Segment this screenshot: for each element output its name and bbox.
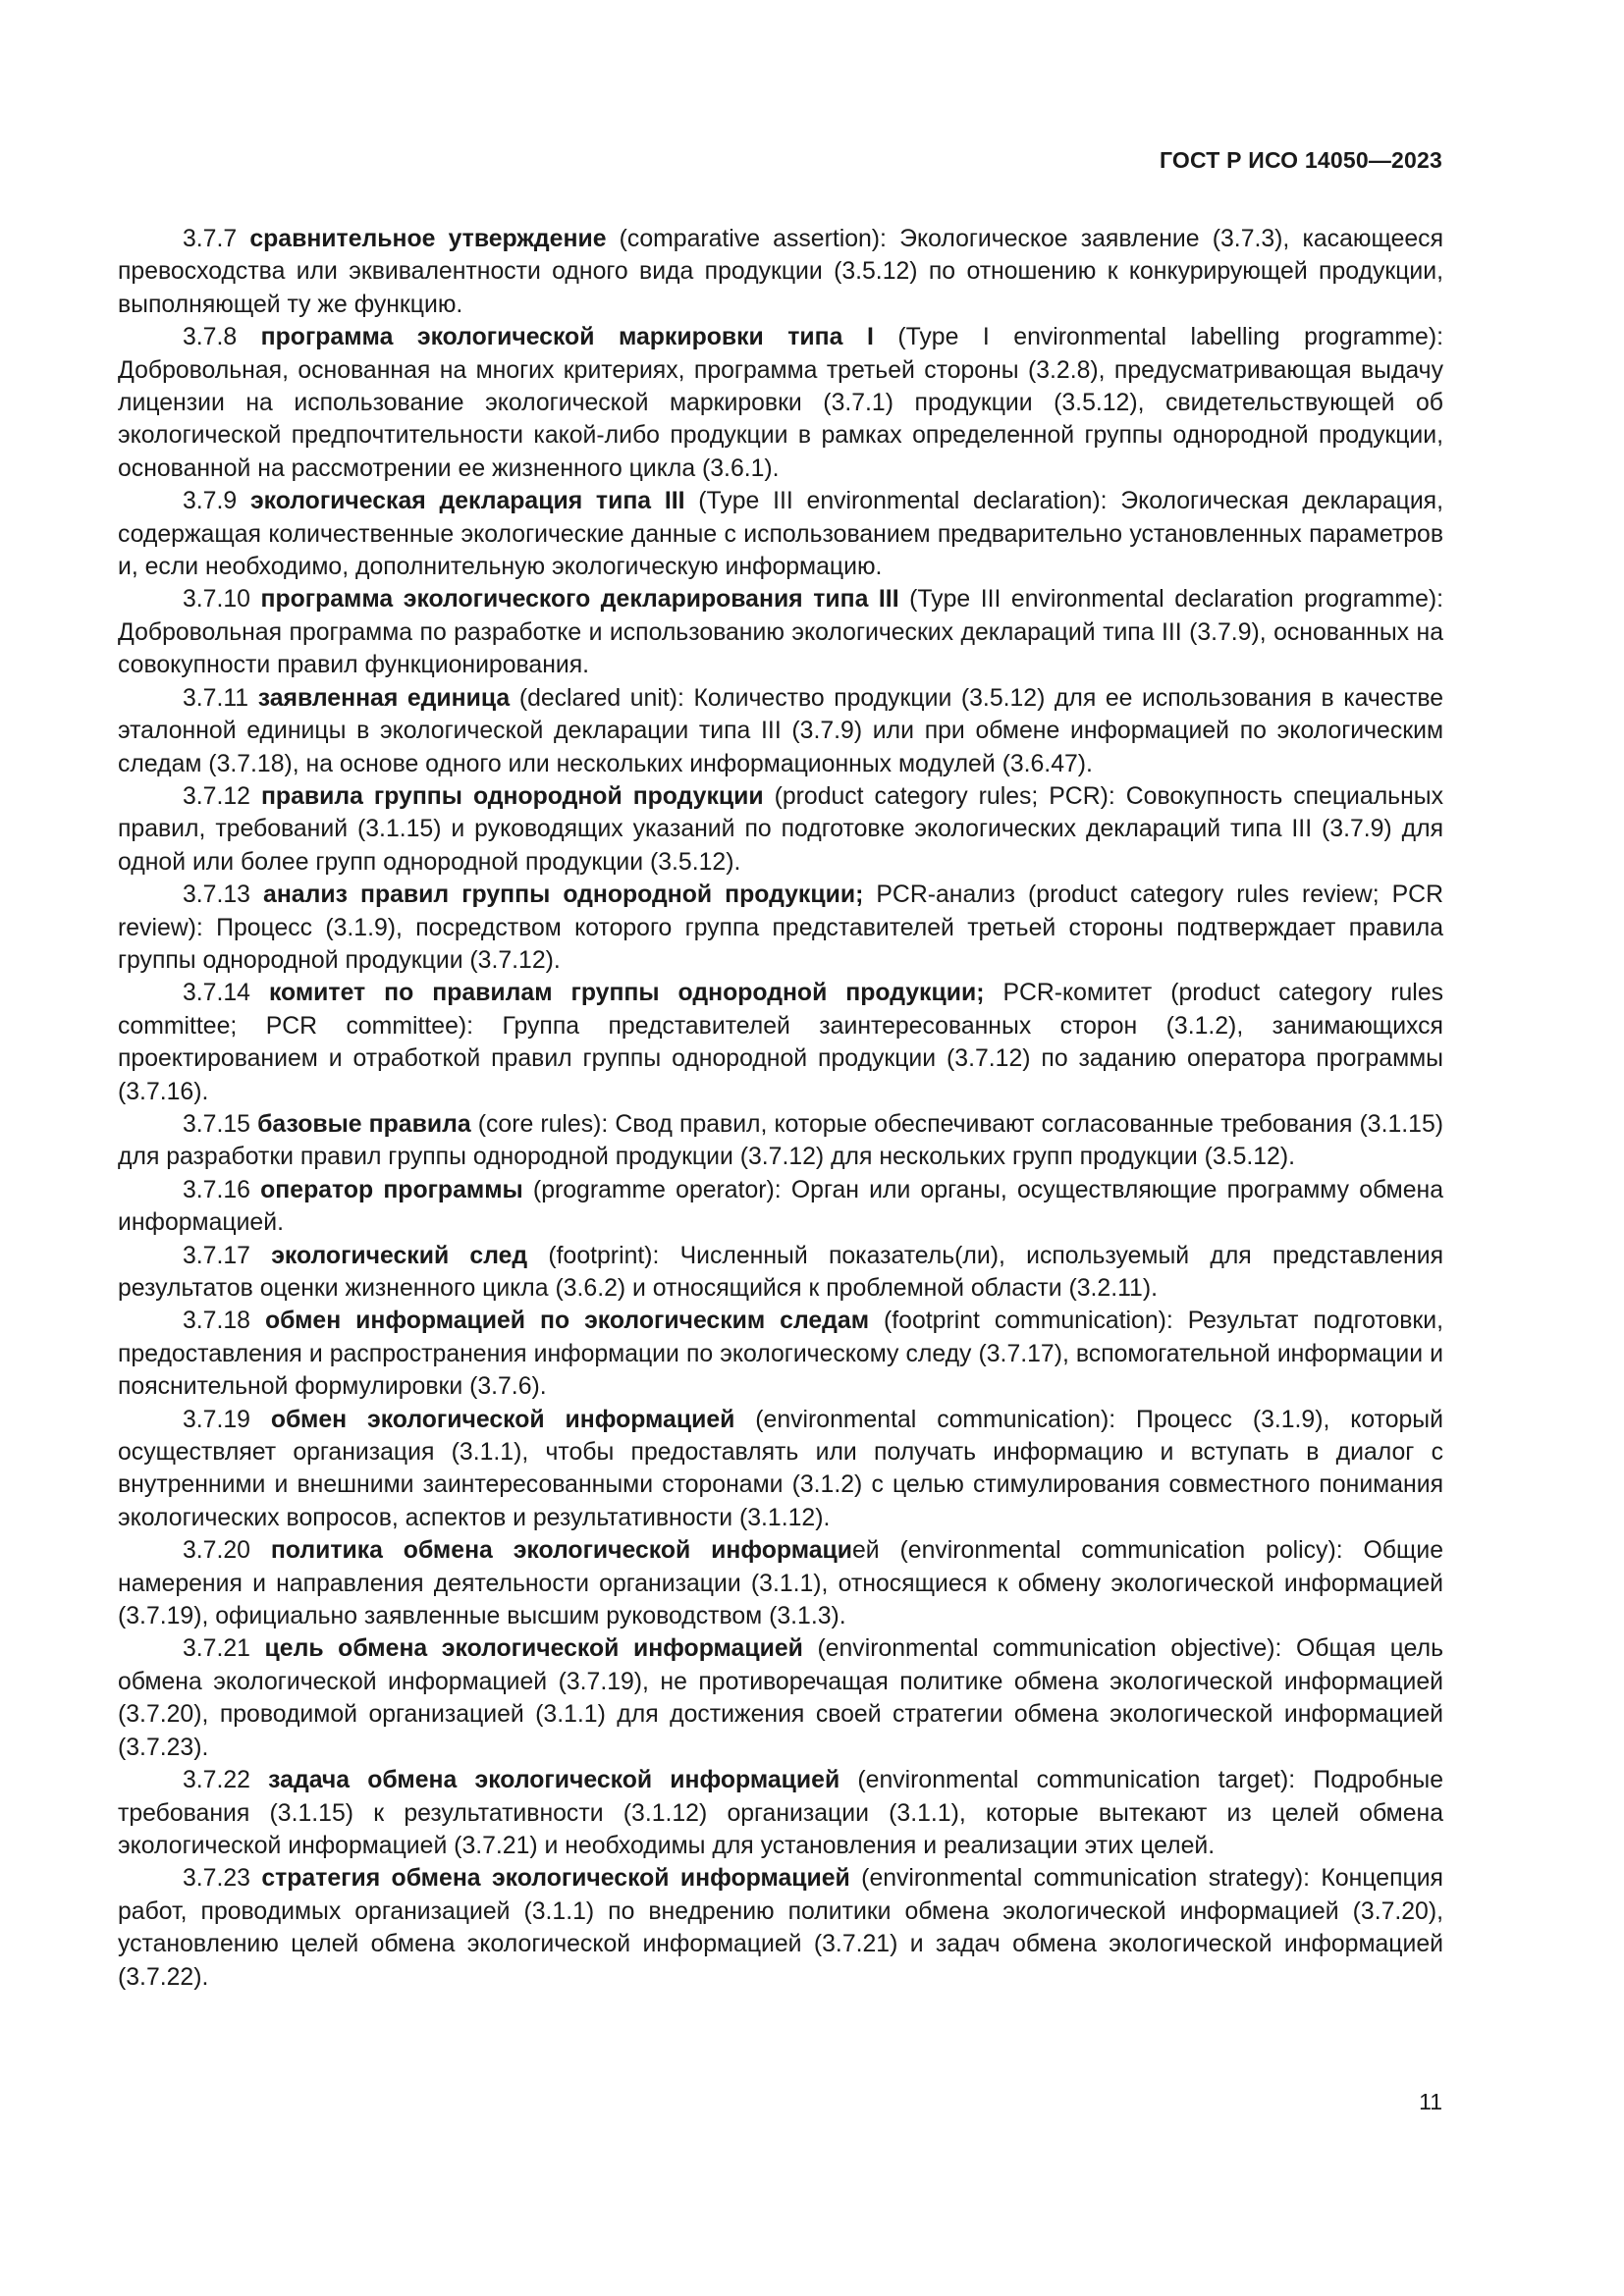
term-definition: PCR-комитет (product category rules committee; PCR committee): Группа представителей заинтересованных сторон (3.1.2), занимающихся проектированием и отработкой правил группы однородной продукции (3.7.12) по заданию оператора программы (3.7.16). <box>118 980 1444 1105</box>
term-title: обмен информацией по экологическим следам <box>264 1308 870 1335</box>
term-title: политика обмена экологической информаци <box>270 1537 853 1565</box>
entry-number: 3.7.16 <box>183 1176 250 1203</box>
entry-number: 3.7.21 <box>183 1635 250 1663</box>
term-definition: (comparative assertion): Экологическое заявление (3.7.3), касающееся превосходства или эквивалентности одного вида продукции (3.5.12) по отношению к конкурирующей продукции, выполняющей ту же функцию. <box>118 226 1444 318</box>
entry-number: 3.7.22 <box>183 1767 250 1794</box>
term-entry-3-7-22 <box>118 1764 1443 1862</box>
term-definition: (Type I environmental labelling programme): Добровольная, основанная на многих критериях, программа третьей стороны (3.2.8), предусматривающая выдачу лицензии на использование экологической маркировки (3.7.1) продукции (3.5.12), свидетельствующей об экологической предпочтительности какой-либо продукции в рамках определенной группы однородной продукции, основанной на рассмотрении ее жизненного цикла (3.6.1). <box>118 324 1443 482</box>
term-definition: (environmental communication strategy): Концепция работ, проводимых организацией (3.1.1) по внедрению политики обмена экологической информацией (3.7.20), установлению целей обмена экологической информацией (3.7.21) и задач обмена экологической информацией (3.7.22). <box>118 1865 1443 1991</box>
entry-number: 3.7.18 <box>183 1308 250 1335</box>
entry-number: 3.7.10 <box>183 586 250 614</box>
term-title: заявленная единица <box>257 684 511 712</box>
entry-number: 3.7.14 <box>183 980 250 1007</box>
term-title: сравнительное утверждение <box>249 226 607 252</box>
entry-number: 3.7.8 <box>183 324 238 351</box>
term-definition: (declared unit): Количество продукции (3.5.12) для ее использования в качестве эталонной единицы в экологической декларации типа III (3.7.9) или при обмене информацией по экологическим следам (3.7.18), на основе одного или нескольких информационных модулей (3.6.47). <box>118 684 1444 777</box>
term-title: анализ правил группы однородной продукции; <box>263 881 864 909</box>
term-definition: (product category rules; PCR): Совокупность специальных правил, требований (3.1.15) и руководящих указаний по подготовке экологических деклараций типа III (3.7.9) для одной или более групп однородной продукции (3.5.12). <box>118 782 1443 876</box>
term-entry-3-7-15 <box>118 1108 1443 1174</box>
term-definition: (programme operator): Орган или органы, осуществляющие программу обмена информацией. <box>118 1176 1443 1237</box>
term-definition: (footprint communication): Результат подготовки, предоставления и распространения информации по экологическому следу (3.7.17), вспомогательной информации и пояснительной формулировки (3.7.6). <box>118 1308 1443 1401</box>
term-definition: (environmental communication target): Подробные требования (3.1.15) к результативности (3.1.12) организации (3.1.1), которые вытекают из целей обмена экологической информацией (3.7.21) и необходимы для установления и реализации этих целей. <box>118 1767 1444 1859</box>
term-definition: (Type III environmental declaration programme): Добровольная программа по разработке и использованию экологических деклараций типа III (3.7.9), основанных на совокупности правил функционирования. <box>118 586 1444 679</box>
term-entry-3-7-21 <box>118 1632 1443 1764</box>
term-entry-3-7-23 <box>118 1862 1443 1994</box>
term-entry-3-7-17 <box>118 1240 1443 1306</box>
term-title: цель обмена экологической информацией <box>264 1635 803 1663</box>
term-title: экологический след <box>271 1242 528 1269</box>
term-title: правила группы однородной продукции <box>260 782 764 810</box>
page-number: 11 <box>1419 2089 1442 2114</box>
entry-number: 3.7.23 <box>183 1865 250 1893</box>
entry-number: 3.7.9 <box>183 488 238 515</box>
term-entry-3-7-19 <box>118 1404 1443 1535</box>
term-entry-3-7-9 <box>118 485 1443 583</box>
term-definition: ей (environmental communication policy): Общие намерения и направления деятельности организации (3.1.1), относящиеся к обмену экологической информацией (3.7.19), официально заявленные высшим руководством (3.1.3). <box>118 1537 1443 1630</box>
term-title: программа экологического декларирования типа III <box>260 586 899 614</box>
entry-number: 3.7.20 <box>183 1537 250 1565</box>
term-entry-3-7-12 <box>118 780 1443 879</box>
term-title: базовые правила <box>257 1110 471 1138</box>
term-entry-3-7-8 <box>118 321 1443 485</box>
term-title: комитет по правилам группы однородной продукции; <box>268 980 985 1007</box>
term-entry-3-7-10 <box>118 583 1443 681</box>
term-title: программа экологической маркировки типа I <box>260 324 874 351</box>
term-entry-3-7-20 <box>118 1534 1443 1632</box>
term-entry-3-7-11 <box>118 682 1443 780</box>
term-definition: (Type III environmental declaration): Экологическая декларация, содержащая количественные экологические данные с использованием предварительно установленных параметров и, если необходимо, дополнительную экологическую информацию. <box>118 488 1443 581</box>
term-definition: (core rules): Свод правил, которые обеспечивают согласованные требования (3.1.15) для разработки правил группы однородной продукции (3.7.12) для нескольких групп продукции (3.5.12). <box>118 1110 1443 1171</box>
term-definition: (footprint): Численный показатель(ли), используемый для представления результатов оценки жизненного цикла (3.6.2) и относящийся к проблемной области (3.2.11). <box>118 1242 1443 1302</box>
entry-number: 3.7.11 <box>183 684 249 712</box>
term-title: стратегия обмена экологической информацией <box>261 1865 850 1893</box>
entry-number: 3.7.13 <box>183 881 250 909</box>
entry-number: 3.7.12 <box>183 782 250 810</box>
term-title: обмен экологической информацией <box>270 1406 735 1433</box>
term-entry-3-7-14 <box>118 977 1443 1108</box>
term-definition: PCR-анализ (product category rules review; PCR review): Процесс (3.1.9), посредством которого группа представителей третьей стороны подтверждает правила группы однородной продукции (3.7.12). <box>118 881 1443 974</box>
terms-section <box>118 223 1443 1994</box>
entry-number: 3.7.15 <box>183 1110 250 1138</box>
term-title: оператор программы <box>260 1176 523 1203</box>
term-title: экологическая декларация типа III <box>249 488 685 515</box>
term-title: задача обмена экологической информацией <box>268 1767 840 1794</box>
entry-number: 3.7.7 <box>183 226 238 252</box>
document-header: ГОСТ Р ИСО 14050—2023 <box>1159 147 1442 173</box>
entry-number: 3.7.19 <box>183 1406 250 1433</box>
term-definition: (environmental communication): Процесс (3.1.9), который осуществляет организация (3.1.1), чтобы предоставлять или получать информацию и вступать в диалог с внутренними и внешними заинтересованными сторонами (3.1.2) с целью стимулирования совместного понимания экологических вопросов, аспектов и результативности (3.1.12). <box>118 1406 1443 1531</box>
term-entry-3-7-18 <box>118 1305 1443 1403</box>
term-entry-3-7-7 <box>118 223 1443 321</box>
term-definition: (environmental communication objective): Общая цель обмена экологической информацией (3.7.19), не противоречащая политике обмена экологической информацией (3.7.20), проводимой организацией (3.1.1) для достижения своей стратегии обмена экологической информацией (3.7.23). <box>118 1635 1443 1761</box>
term-entry-3-7-16 <box>118 1174 1443 1240</box>
entry-number: 3.7.17 <box>183 1242 250 1269</box>
term-entry-3-7-13 <box>118 879 1443 977</box>
